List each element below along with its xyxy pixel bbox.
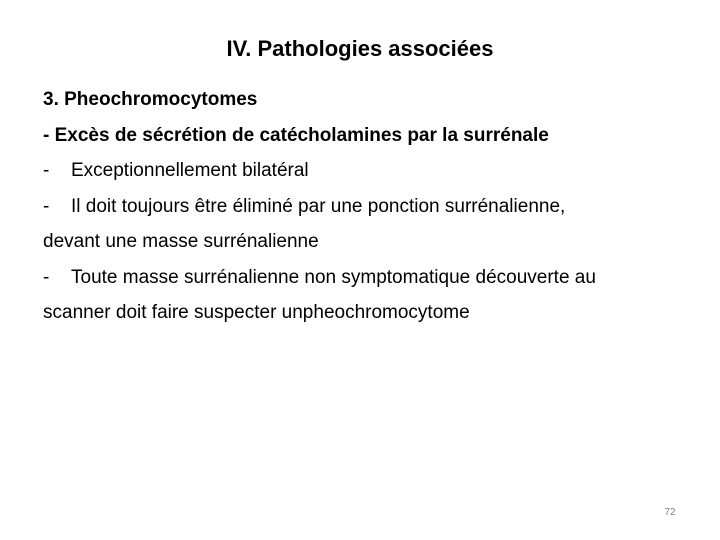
slide-body bbox=[43, 82, 693, 331]
bullet-continuation: devant une masse surrénalienne bbox=[43, 231, 319, 252]
bullet-dash: - bbox=[43, 195, 50, 217]
bullet-text: Il doit toujours être éliminé par une ponction surrénalienne, bbox=[71, 195, 566, 217]
bullet-continuation: scanner doit faire suspecter unpheochromocytome bbox=[43, 302, 470, 323]
subheading: - Excès de sécrétion de catécholamines par la surrénale bbox=[43, 124, 549, 146]
bullet-text: Exceptionnellement bilatéral bbox=[71, 160, 309, 181]
bullet-item bbox=[43, 260, 693, 296]
bullet-dash: - bbox=[43, 266, 50, 288]
page-number: 72 bbox=[664, 507, 676, 518]
bullet-item bbox=[43, 189, 693, 225]
bullet-text: Toute masse surrénalienne non symptomatique découverte au bbox=[71, 266, 596, 288]
slide-title: IV. Pathologies associées bbox=[226, 36, 494, 61]
bullet-item bbox=[43, 153, 693, 189]
section-heading: 3. Pheochromocytomes bbox=[43, 89, 258, 110]
bullet-dash: - bbox=[43, 160, 50, 181]
